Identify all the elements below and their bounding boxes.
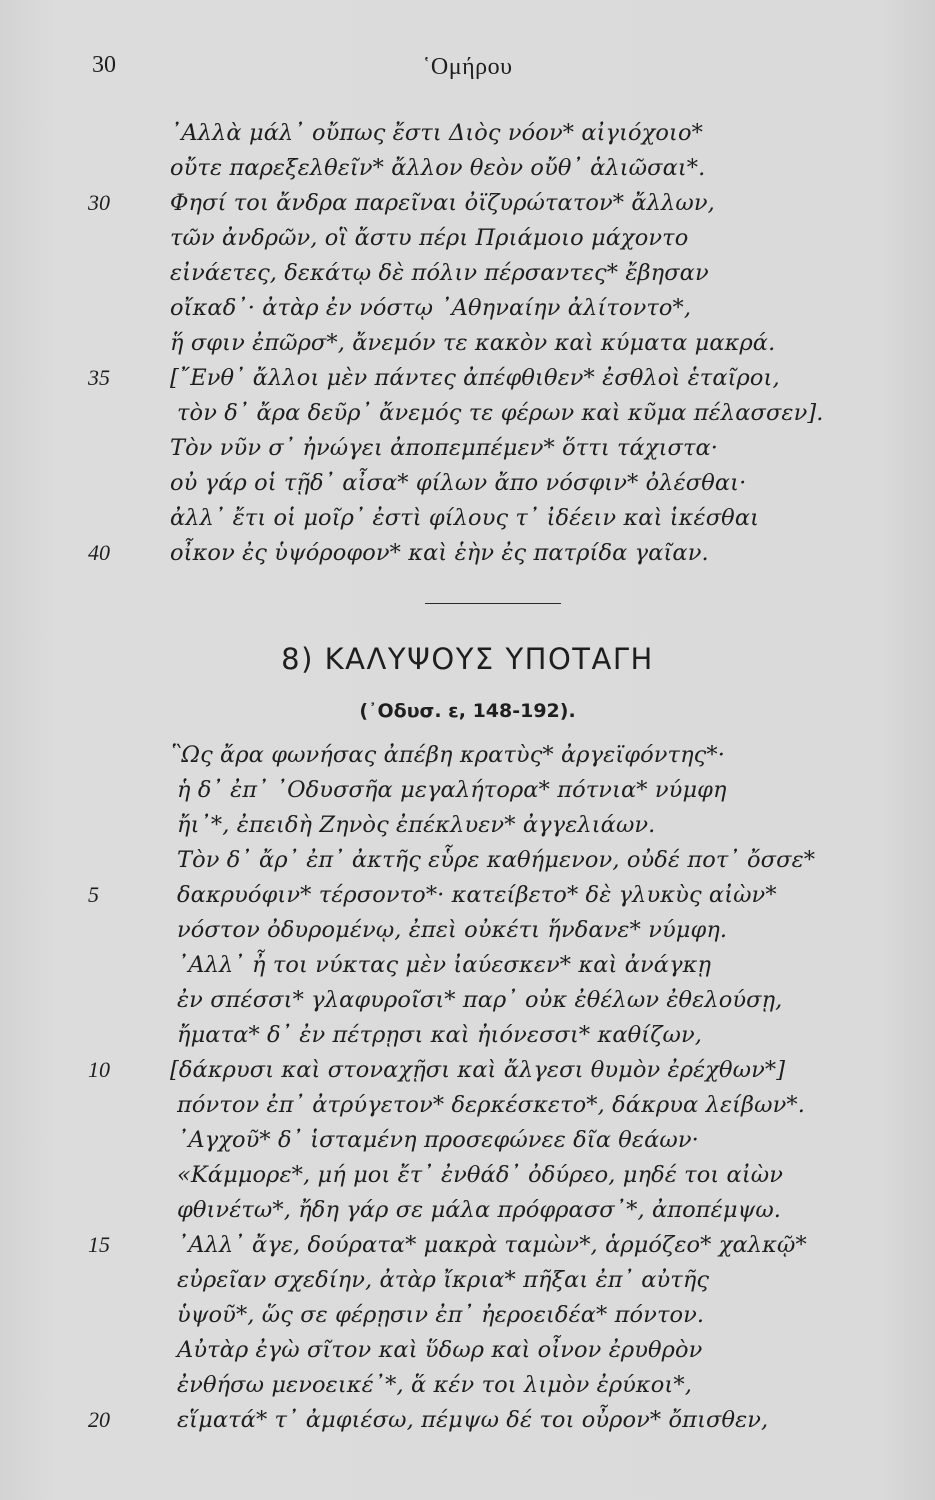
verse-line [0,1403,935,1437]
verse-text: ἤματα* δ᾿ ἐν πέτρῃσι καὶ ἠιόνεσσι* καθίζων, [177,1022,702,1048]
verse-text: οἶκον ἐς ὑψόροφον* καὶ ἑὴν ἐς πατρίδα γαῖαν. [170,540,709,566]
verse-text: ᾿Αλλ᾿ ἦ τοι νύκτας μὲν ἰαύεσκεν* καὶ ἀνάγκῃ [177,952,712,978]
verse-line [0,1333,935,1367]
verse-line [0,878,935,912]
verse-text: ἥ σφιν ἐπῶρσ*, ἄνεμόν τε κακὸν καὶ κύματα μακρά. [170,330,776,356]
verse-text: πόντον ἐπ᾿ ἀτρύγετον* δερκέσκετο*, δάκρυα λείβων*. [177,1092,805,1118]
verse-line [0,808,935,842]
section-reference: (᾿Οδυσ. ε, 148-192). [359,700,576,722]
verse-line [0,773,935,807]
verse-line [0,291,935,325]
verse-text: τὸν δ᾿ ἄρα δεῦρ᾿ ἄνεμός τε φέρων καὶ κῦμα πέλασσεν]. [177,400,824,426]
verse-line [0,843,935,877]
verse-line [0,913,935,947]
verse-line [0,1228,935,1262]
verse-line [0,151,935,185]
verse-text: ῝Ως ἄρα φωνήσας ἀπέβη κρατὺς* ἀργεϊφόντης*· [170,742,725,768]
verse-line [0,1298,935,1332]
verse-text: ὑψοῦ*, ὥς σε φέρῃσιν ἐπ᾿ ἠεροειδέα* πόντον. [177,1302,705,1328]
verse-text: «Κάμμορε*, μή μοι ἔτ᾿ ἐνθάδ᾿ ὀδύρεο, μηδέ τοι αἰὼν [177,1162,783,1188]
verse-text: νόστον ὀδυρομένῳ, ἐπεὶ οὐκέτι ἥνδανε* νύμφη. [177,917,728,943]
verse-text: δακρυόφιν* τέρσοντο*· κατείβετο* δὲ γλυκὺς αἰὼν* [177,882,777,908]
verse-text: ᾿Αγχοῦ* δ᾿ ἱσταμένη προσεφώνεε δῖα θεάων· [177,1127,699,1153]
verse-text: φθινέτω*, ἤδη γάρ σε μάλα πρόφρασσ᾿*, ἀποπέμψω. [177,1197,782,1223]
section-divider [425,603,561,604]
verse-text: τῶν ἀνδρῶν, οἳ ἄστυ πέρι Πριάμοιο μάχοντο [170,225,689,251]
verse-line [0,186,935,220]
line-number: 35 [88,365,110,390]
verse-line [0,1158,935,1192]
verse-line [0,326,935,360]
page-number: 30 [92,52,116,78]
verse-text: Φησί τοι ἄνδρα παρεῖναι ὀϊζυρώτατον* ἄλλων, [170,190,715,216]
verse-text: ᾿Αλλὰ μάλ᾿ οὔπως ἔστι Διὸς νόον* αἰγιόχοιο* [170,120,703,146]
verse-text: ἡ δ᾿ ἐπ᾿ ᾿Οδυσσῆα μεγαλήτορα* πότνια* νύμφη [177,777,727,803]
verse-line [0,361,935,395]
section-title: 8) ΚΑΛΥΨΟΥΣ ΥΠΟΤΑΓΗ [281,642,654,676]
verse-line [0,431,935,465]
verse-line [0,1263,935,1297]
verse-text: [δάκρυσι καὶ στοναχῇσι καὶ ἄλγεσι θυμὸν ἐρέχθων*] [170,1057,786,1083]
verse-line [0,1018,935,1052]
verse-line [0,501,935,535]
verse-text: εὐρεῖαν σχεδίην, ἀτὰρ ἴκρια* πῆξαι ἐπ᾿ αὐτῆς [177,1267,710,1293]
verse-text: εἰνάετες, δεκάτῳ δὲ πόλιν πέρσαντες* ἔβησαν [170,260,709,286]
line-number: 10 [88,1057,110,1082]
verse-text: Τὸν νῦν σ᾿ ἠνώγει ἀποπεμπέμεν* ὅττι τάχιστα· [170,435,719,461]
verse-line [0,738,935,772]
verse-line [0,1123,935,1157]
verse-line [0,1368,935,1402]
verse-line [0,536,935,570]
verse-line [0,948,935,982]
verse-text: εἵματά* τ᾿ ἀμφιέσω, πέμψω δέ τοι οὖρον* ὄπισθεν, [177,1407,769,1433]
verse-text: ἐν σπέσσι* γλαφυροῖσι* παρ᾿ οὐκ ἐθέλων ἐθελούσῃ, [177,987,783,1013]
verse-text: οὔτε παρεξελθεῖν* ἄλλον θεὸν οὔθ᾿ ἁλιῶσαι*. [170,155,706,181]
verse-text: ἐνθήσω μενοεικέ᾿*, ἅ κέν τοι λιμὸν ἐρύκοι*, [177,1372,692,1398]
verse-line [0,1193,935,1227]
verse-text: ᾿Αλλ᾿ ἄγε, δούρατα* μακρὰ ταμὼν*, ἁρμόζεο* χαλκῷ* [177,1232,807,1258]
verse-line [0,983,935,1017]
verse-line [0,396,935,430]
line-number: 15 [88,1232,110,1257]
running-title: ῾Ομήρου [422,54,513,80]
verse-text: Τὸν δ᾿ ἄρ᾿ ἐπ᾿ ἀκτῆς εὗρε καθήμενον, οὐδέ ποτ᾿ ὄσσε* [177,847,816,873]
verse-text: [῎Ενθ᾿ ἄλλοι μὲν πάντες ἀπέφθιθεν* ἐσθλοὶ ἑταῖροι, [170,365,780,391]
verse-text: οἴκαδ᾿· ἀτὰρ ἐν νόστῳ ᾿Αθηναίην ἀλίτοντο*, [170,295,692,321]
verse-line [0,116,935,150]
line-number: 5 [88,882,99,907]
line-number: 40 [88,540,110,565]
verse-line [0,256,935,290]
line-number: 20 [88,1407,110,1432]
verse-line [0,466,935,500]
verse-text: ἀλλ᾿ ἔτι οἱ μοῖρ᾿ ἐστὶ φίλους τ᾿ ἰδέειν καὶ ἱκέσθαι [170,505,760,531]
verse-line [0,1088,935,1122]
verse-line [0,1053,935,1087]
line-number: 30 [88,190,110,215]
verse-text: ἤι᾿*, ἐπειδὴ Ζηνὸς ἐπέκλυεν* ἀγγελιάων. [177,812,656,838]
verse-text: οὐ γάρ οἱ τῇδ᾿ αἶσα* φίλων ἄπο νόσφιν* ὀλέσθαι· [170,470,747,496]
verse-line [0,221,935,255]
verse-text: Αὐτὰρ ἐγὼ σῖτον καὶ ὕδωρ καὶ οἶνον ἐρυθρὸν [177,1337,703,1363]
